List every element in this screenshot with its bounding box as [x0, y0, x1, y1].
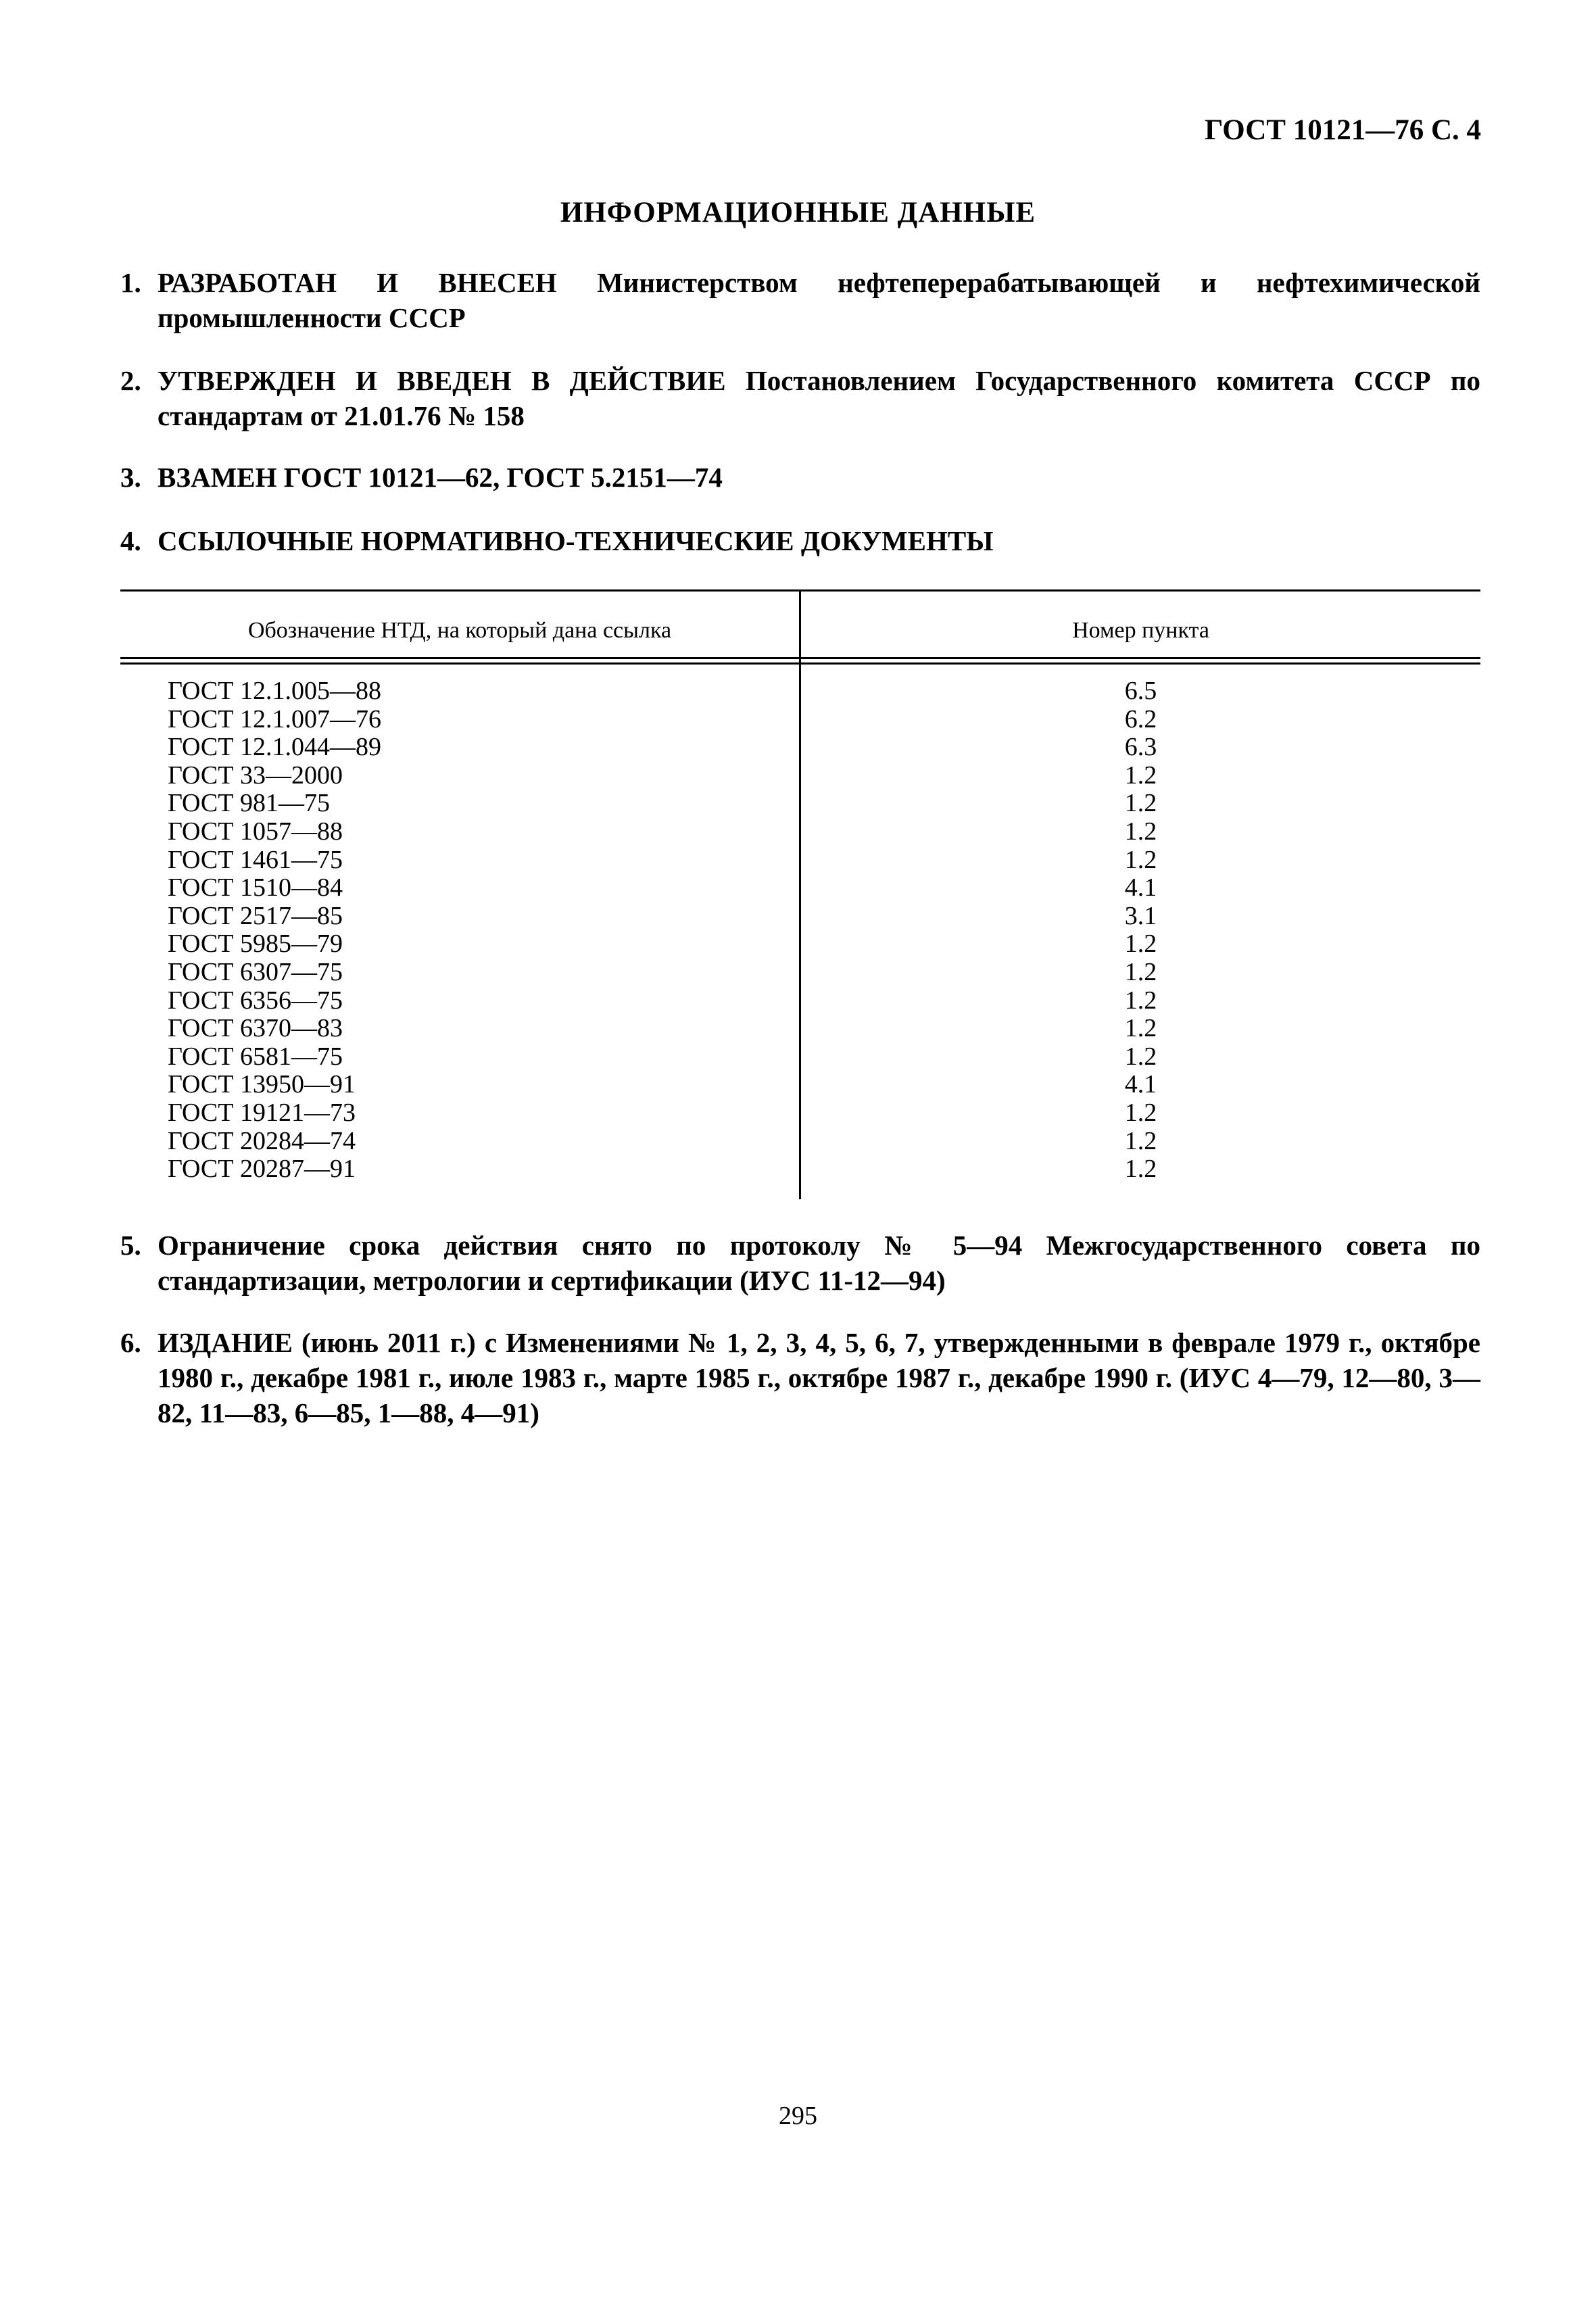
info-item-3	[120, 460, 1480, 495]
document-designation: ГОСТ 2517—85	[168, 901, 343, 930]
document-designation: ГОСТ 6307—75	[168, 957, 343, 986]
table-row	[120, 959, 1480, 987]
item-number: 6.	[120, 1327, 141, 1358]
item-number: 4.	[120, 525, 141, 556]
info-item-1	[120, 265, 1480, 335]
table-row	[120, 762, 1480, 790]
clause-number: 1.2	[1124, 1098, 1157, 1127]
document-designation: ГОСТ 12.1.005—88	[168, 677, 381, 705]
item-text: РАЗРАБОТАН И ВНЕСЕН Министерством нефтеперерабатывающей и нефтехимической промышленности СССР	[158, 267, 1480, 333]
table-row	[120, 1071, 1480, 1099]
document-designation: ГОСТ 6356—75	[168, 986, 343, 1015]
document-designation: ГОСТ 6370—83	[168, 1014, 343, 1043]
document-designation: ГОСТ 12.1.044—89	[168, 733, 381, 762]
item-text: ВЗАМЕН ГОСТ 10121—62, ГОСТ 5.2151—74	[158, 462, 723, 493]
table-row	[120, 1015, 1480, 1043]
page-number: 295	[779, 2102, 817, 2130]
table-row	[120, 818, 1480, 846]
document-designation: ГОСТ 20287—91	[168, 1155, 356, 1184]
clause-number: 6.5	[1124, 677, 1157, 705]
document-designation: ГОСТ 1057—88	[168, 817, 343, 846]
document-designation: ГОСТ 1510—84	[168, 873, 343, 902]
document-designation: ГОСТ 5985—79	[168, 930, 343, 959]
document-designation: ГОСТ 33—2000	[168, 761, 343, 790]
document-designation: ГОСТ 13950—91	[168, 1070, 356, 1099]
clause-number: 1.2	[1124, 957, 1157, 986]
table-row	[120, 1155, 1480, 1184]
document-designation: ГОСТ 6581—75	[168, 1042, 343, 1071]
table-row	[120, 677, 1480, 706]
table-row	[120, 930, 1480, 959]
table-row	[120, 846, 1480, 875]
clause-number: 3.1	[1124, 901, 1157, 930]
clause-number: 1.2	[1124, 1155, 1157, 1184]
document-designation: ГОСТ 981—75	[168, 789, 330, 818]
item-text: Ограничение срока действия снято по протоколу № 5—94 Межгосударственного совета по стандартизации, метрологии и сертификации (ИУС 11-12—94)	[158, 1230, 1480, 1296]
table-row	[120, 790, 1480, 818]
info-item-4	[120, 523, 1480, 558]
clause-number: 1.2	[1124, 761, 1157, 790]
document-code-header: ГОСТ 10121—76 С. 4	[1204, 114, 1481, 146]
item-number: 2.	[120, 365, 141, 396]
document-designation: ГОСТ 19121—73	[168, 1098, 356, 1127]
item-number: 1.	[120, 267, 141, 298]
clause-number: 1.2	[1124, 789, 1157, 818]
clause-number: 1.2	[1124, 930, 1157, 959]
item-text: ИЗДАНИЕ (июнь 2011 г.) с Изменениями № 1, 2, 3, 4, 5, 6, 7, утвержденными в феврале 1979 г., октябре 1980 г., декабре 1981 г., июле 1983 г., марте 1985 г., октябре 1987 г., декабре 1990 г. (ИУС 4—79, 12—80, 3—82, 11—83, 6—85, 1—88, 4—91)	[158, 1327, 1480, 1428]
reference-documents-table	[120, 589, 1480, 1199]
info-item-6	[120, 1325, 1480, 1430]
item-text: УТВЕРЖДЕН И ВВЕДЕН В ДЕЙСТВИЕ Постановлением Государственного комитета СССР по стандартам от 21.01.76 № 158	[158, 365, 1480, 431]
table-row	[120, 874, 1480, 902]
item-text: ССЫЛОЧНЫЕ НОРМАТИВНО-ТЕХНИЧЕСКИЕ ДОКУМЕНТЫ	[158, 525, 994, 556]
clause-number: 6.3	[1124, 733, 1157, 762]
document-designation: ГОСТ 12.1.007—76	[168, 704, 381, 733]
column-header-designation: Обозначение НТД, на который дана ссылка	[247, 618, 672, 643]
clause-number: 1.2	[1124, 1126, 1157, 1155]
table-row	[120, 733, 1480, 762]
clause-number: 1.2	[1124, 817, 1157, 846]
page-title: ИНФОРМАЦИОННЫЕ ДАННЫЕ	[560, 197, 1036, 228]
item-number: 5.	[120, 1230, 141, 1261]
document-designation: ГОСТ 20284—74	[168, 1126, 356, 1155]
table-row	[120, 1099, 1480, 1128]
column-header-clause: Номер пункта	[1072, 618, 1209, 643]
table-row	[120, 902, 1480, 931]
table-row	[120, 1043, 1480, 1071]
item-number: 3.	[120, 462, 141, 493]
table-row	[120, 706, 1480, 734]
table-row	[120, 1128, 1480, 1156]
info-item-5	[120, 1228, 1480, 1298]
clause-number: 1.2	[1124, 1042, 1157, 1071]
clause-number: 1.2	[1124, 986, 1157, 1015]
clause-number: 1.2	[1124, 1014, 1157, 1043]
clause-number: 4.1	[1124, 873, 1157, 902]
clause-number: 1.2	[1124, 845, 1157, 874]
document-designation: ГОСТ 1461—75	[168, 845, 343, 874]
table-row	[120, 987, 1480, 1015]
clause-number: 6.2	[1124, 704, 1157, 733]
table-body	[120, 677, 1480, 1184]
info-item-2	[120, 363, 1480, 433]
clause-number: 4.1	[1124, 1070, 1157, 1099]
